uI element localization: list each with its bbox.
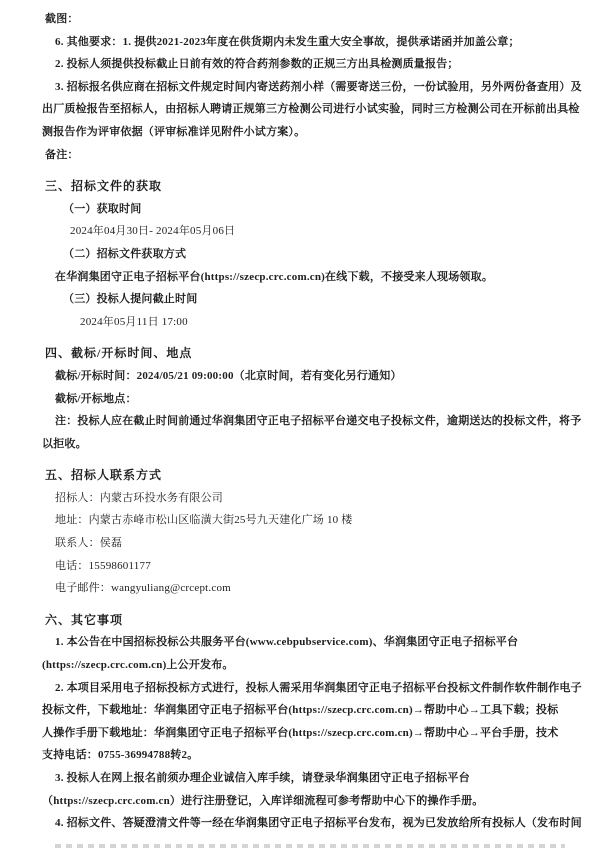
other-item: （https://szecp.crc.com.cn）进行注册登记，入库详细流程可参考帮助中心下的操作手册。	[42, 794, 484, 807]
remark-label: 备注：	[45, 148, 79, 161]
other-item: (https://szecp.crc.com.cn)上公开发布。	[42, 659, 234, 672]
obtain-date-line: 2024年04月30日- 2024年05月06日	[70, 225, 236, 238]
other-item: 投标文件，下载地址：华润集团守正电子招标平台(https://szecp.crc.com.cn)→帮助中心→工具下载；投标	[42, 704, 559, 717]
contact-line: 电子邮件：wangyuliang@crcept.com	[55, 582, 231, 595]
other-item: 人操作手册下载地址：华润集团守正电子招标平台(https://szecp.crc.com.cn)→帮助中心→平台手册，技术	[42, 726, 559, 739]
other-item: 2. 本项目采用电子招标投标方式进行，投标人需采用华润集团守正电子招标平台投标文件制作软件制作电子	[55, 681, 582, 694]
section-heading-3: 三、招标文件的获取	[45, 179, 163, 194]
contact-line: 招标人：内蒙古环投水务有限公司	[55, 491, 223, 504]
document-body	[42, 8, 582, 835]
bid-place-line: 截标/开标地点：	[55, 392, 137, 405]
contact-line: 联系人：侯磊	[55, 537, 123, 550]
note-line: 以拒收。	[42, 437, 87, 450]
requirement-line: 3. 招标报名供应商在招标文件规定时间内寄送药剂小样（需要寄送三份，一份试验用，另外两份备查用）及	[55, 80, 582, 93]
requirement-line: 出厂质检报告至招标人，由招标人聘请正规第三方检测公司进行小试实验，同时三方检测公司在开标前出具检	[42, 103, 580, 116]
question-deadline-line: 2024年05月11日 17:00	[80, 315, 188, 328]
bid-time-line: 截标/开标时间：2024/05/21 09:00:00（北京时间，若有变化另行通知）	[55, 369, 402, 382]
requirement-line: 2. 投标人须提供投标截止日前有效的符合药剂参数的正规三方出具检测质量报告；	[55, 58, 459, 71]
other-item: 支持电话：0755-36994788转2。	[42, 749, 199, 762]
requirement-line: 6. 其他要求：1. 提供2021-2023年度在供货期内未发生重大安全事故，提供承诺函并加盖公章；	[55, 35, 520, 48]
other-item: 3. 投标人在网上报名前须办理企业诚信入库手续，请登录华润集团守正电子招标平台	[55, 772, 470, 784]
clipped-text-line	[55, 844, 565, 848]
section-heading-4: 四、截标/开标时间、地点	[45, 346, 193, 361]
requirement-line: 测报告作为评审依据（评审标准详见附件小试方案）。	[42, 125, 306, 138]
section-heading-6: 六、其它事项	[45, 612, 124, 627]
other-item: 1. 本公告在中国招标投标公共服务平台(www.cebpubservice.com)、华润集团守正电子招标平台	[55, 636, 519, 649]
other-item: 4. 招标文件、答疑澄清文件等一经在华润集团守正电子招标平台发布，视为已发放给所有投标人（发布时间	[55, 817, 582, 830]
contact-line: 电话：15598601177	[55, 559, 151, 572]
sub-heading: （一）获取时间	[63, 202, 142, 215]
contact-line: 地址：内蒙古赤峰市松山区临潢大街25号九天建化广场 10 楼	[55, 514, 353, 527]
obtain-method-line: 在华润集团守正电子招标平台(https://szecp.crc.com.cn)在线下载，不接受来人现场领取。	[55, 270, 494, 283]
note-line: 注：投标人应在截止时间前通过华润集团守正电子招标平台递交电子投标文件，逾期送达的投标文件，将予	[55, 415, 582, 428]
intro-label: 截图：	[45, 13, 79, 25]
section-heading-5: 五、招标人联系方式	[45, 468, 163, 483]
sub-heading: （三）投标人提问截止时间	[63, 293, 198, 306]
sub-heading: （二）招标文件获取方式	[63, 247, 187, 260]
